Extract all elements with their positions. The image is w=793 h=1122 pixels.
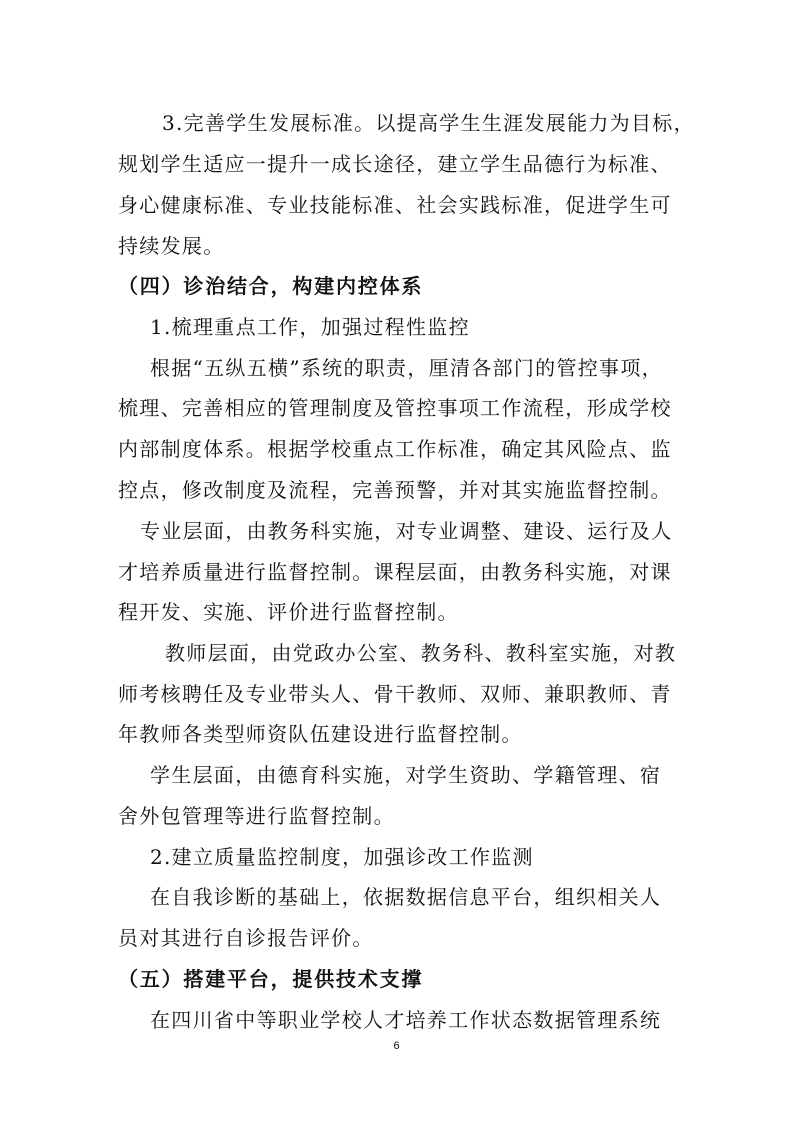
paragraph-line: 规划学生适应一提升一成长途径，建立学生品德行为标准、 [118,152,672,176]
paragraph-line: 师考核聘任及专业带头人、骨干教师、双师、兼职教师、青 [118,682,672,706]
paragraph-line: 持续发展。 [118,234,225,258]
paragraph-line: 身心健康标准、专业技能标准、社会实践标准，促进学生可 [118,193,672,217]
paragraph-line: 年教师各类型师资队伍建设进行监督控制。 [118,722,523,746]
paragraph-line: 学生层面，由德育科实施，对学生资助、学籍管理、宿 [150,763,662,787]
subsection-heading: 1.梳理重点工作，加强过程性监控 [150,315,470,339]
paragraph-line: 梳理、完善相应的管理制度及管控事项工作流程，形成学校 [118,396,672,420]
paragraph-line: 根据“五纵五横”系统的职责，厘清各部门的管控事项， [150,356,663,380]
paragraph-line: 教师层面，由党政办公室、教务科、教科室实施，对教 [165,641,677,665]
section-heading-5: （五）搭建平台，提供技术支撑 [118,967,424,991]
paragraph-line: 舍外包管理等进行监督控制。 [118,804,395,828]
paragraph-line: 才培养质量进行监督控制。课程层面，由教务科实施，对课 [118,560,672,584]
section-heading-4: （四）诊治结合，构建内控体系 [118,274,424,298]
subsection-heading: 2.建立质量监控制度，加强诊改工作监测 [150,845,534,869]
paragraph-line: 3.完善学生发展标准。以提高学生生涯发展能力为目标， [162,111,695,135]
paragraph-line: 在四川省中等职业学校人才培养工作状态数据管理系统 [150,1008,662,1032]
paragraph-line: 专业层面，由教务科实施，对专业调整、建设、运行及人 [140,519,673,543]
paragraph-line: 程开发、实施、评价进行监督控制。 [118,600,459,624]
page-number: 6 [393,1040,400,1052]
paragraph-line: 内部制度体系。根据学校重点工作标准，确定其风险点、监 [118,437,672,461]
paragraph-line: 员对其进行自诊报告评价。 [118,926,374,950]
paragraph-line: 控点，修改制度及流程，完善预警，并对其实施监督控制。 [118,478,672,502]
paragraph-line: 在自我诊断的基础上，依据数据信息平台，组织相关人 [150,885,662,909]
